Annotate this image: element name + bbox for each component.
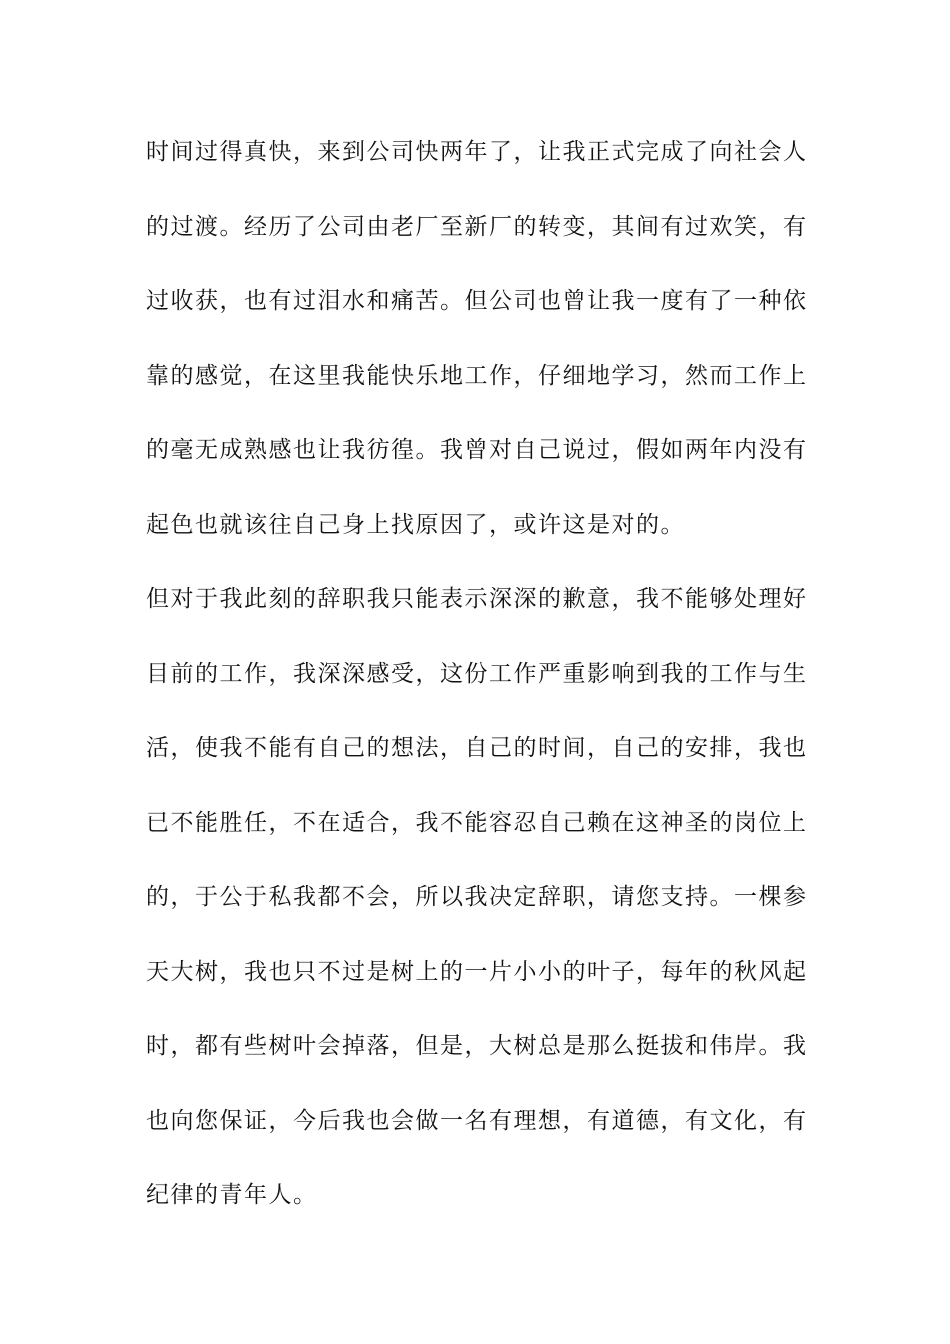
text-line-3: 过收获，也有过泪水和痛苦。但公司也曾让我一度有了一种依 — [146, 288, 808, 314]
text-line-2: 的过渡。经历了公司由老厂至新厂的转变，其间有过欢笑，有 — [146, 213, 808, 240]
text-line-9: 活，使我不能有自己的想法，自己的时间，自己的安排，我也 — [146, 735, 808, 761]
text-line-10: 已不能胜任，不在适合，我不能容忍自己赖在这神圣的岗位上 — [146, 809, 808, 836]
text-line-12: 天大树，我也只不过是树上的一片小小的叶子，每年的秋风起 — [146, 958, 808, 985]
text-line-6: 起色也就该往自己身上找原因了，或许这是对的。 — [146, 511, 685, 538]
text-line-1: 时间过得真快，来到公司快两年了，让我正式完成了向社会人 — [146, 139, 808, 165]
text-line-8: 目前的工作，我深深感受，这份工作严重影响到我的工作与生 — [146, 660, 808, 687]
text-line-4: 靠的感觉，在这里我能快乐地工作，仔细地学习，然而工作上 — [146, 362, 808, 389]
text-line-14: 也向您保证，今后我也会做一名有理想，有道德，有文化，有 — [146, 1107, 808, 1134]
text-line-15: 纪律的青年人。 — [146, 1182, 318, 1208]
body-text — [146, 128, 826, 1246]
text-line-11: 的，于公于私我都不会，所以我决定辞职，请您支持。一棵参 — [146, 884, 808, 910]
text-line-13: 时，都有些树叶会掉落，但是，大树总是那么挺拔和伟岸。我 — [146, 1033, 808, 1059]
text-line-5: 的毫无成熟感也让我彷徨。我曾对自己说过，假如两年内没有 — [146, 437, 808, 463]
text-line-7: 但对于我此刻的辞职我只能表示深深的歉意，我不能够处理好 — [146, 586, 808, 612]
